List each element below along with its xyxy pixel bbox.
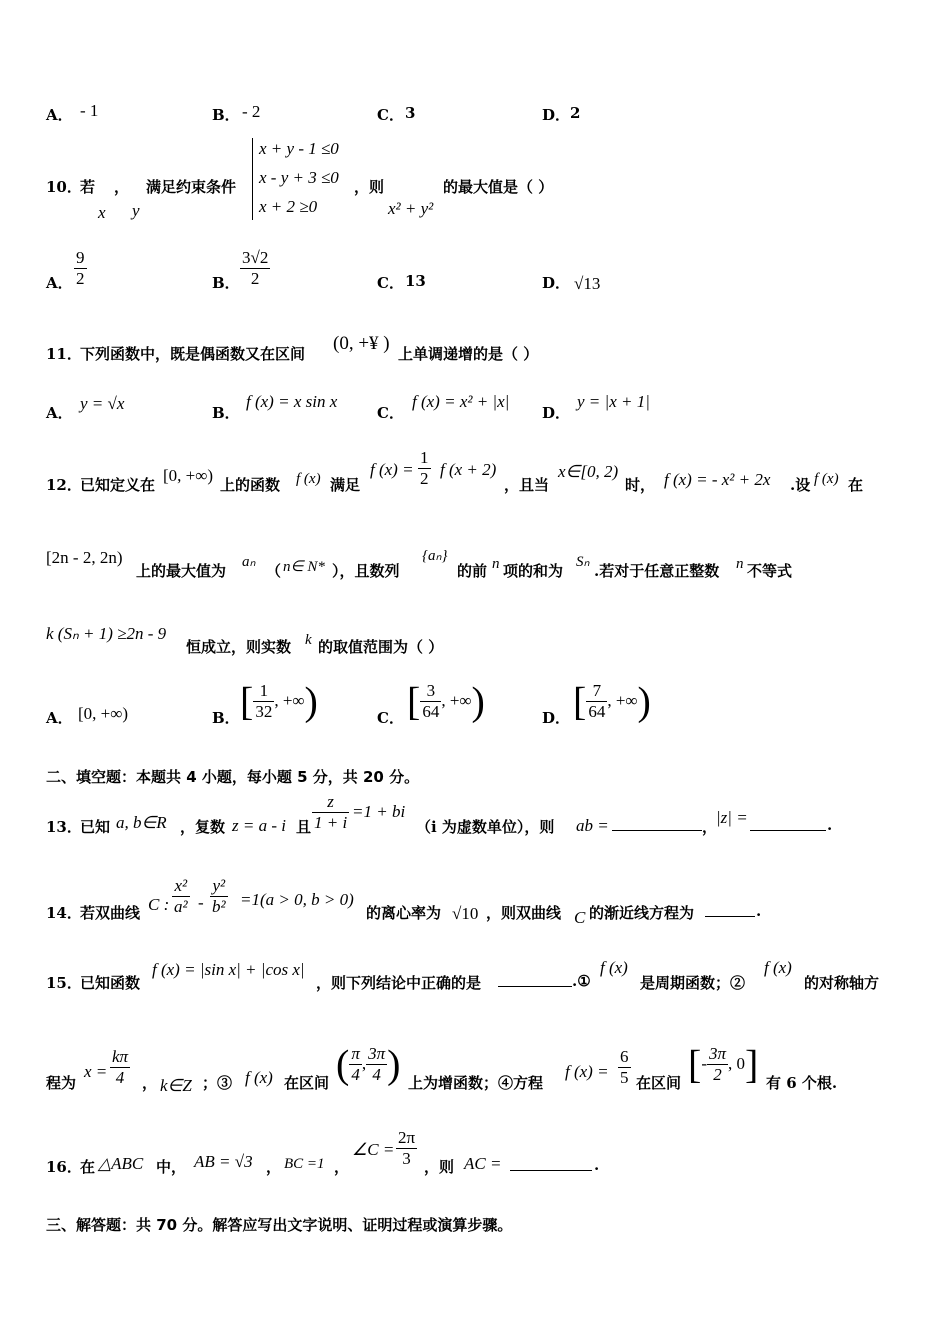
q15-fx-2: f (x) [764,958,792,977]
q9-option-a-value: - 1 [80,101,99,120]
q10-option-a-fraction: $\frac{9}{2}$ [76,248,85,288]
q16-text-4: ， [334,1158,350,1176]
q9-option-c-value: 3 [405,104,416,122]
q11-option-b-value: f (x) = x sin x [246,392,338,411]
q11-interval: (0, +¥ ) [333,333,390,354]
q13-number: 13． [46,818,82,836]
q9-option-a-label: A． [46,106,73,124]
q11-option-c-label: C． [377,404,404,422]
q12-n-1: n [492,556,500,572]
q10-option-d-label: D． [542,274,571,292]
q16-text-1: 在 [80,1158,96,1176]
q14-text-3: ，则双曲线 [486,904,562,922]
q12-option-d-label: D． [542,709,571,727]
q15-f-equals: f (x) = [565,1062,609,1081]
q14-text-1: 若双曲线 [80,904,141,922]
q10-option-b-label: B． [212,274,240,292]
q13-text-6: . [827,816,833,834]
q12-text-10: ），且数列 [332,562,400,580]
q15-text-10: 上为增函数；④方程 [408,1074,544,1092]
q15-number: 15． [46,974,82,992]
q10-constraint-brace [252,138,253,220]
q15-x-equals: x = [84,1062,108,1081]
q12-text-11: 的前 [457,562,488,580]
q14-text-2: 的离心率为 [366,904,442,922]
q16-angle-C: ∠C = [352,1140,395,1159]
q12-n-in-N: n∈ N* [283,559,325,575]
q10-constraint-3: x + 2 ≥0 [259,197,318,216]
q10-var-y: y [132,201,140,220]
q12-interval: [2n - 2, 2n) [46,548,123,567]
q14-number: 14． [46,904,82,922]
q15-text-1: 已知函数 [80,974,141,992]
q12-text-2: 上的函数 [220,476,281,494]
q12-eq1-right: f (x + 2) [440,460,497,479]
q13-text-4: （i 为虚数单位），则 [416,818,555,836]
q15-f-definition: f (x) = |sin x| + |cos x| [152,960,305,979]
q14-C-label: C : [148,895,170,914]
q10-constraint-1: x + y - 1 ≤0 [259,139,339,158]
q16-blank[interactable] [510,1156,592,1171]
q13-text-5: ， [702,818,718,836]
q16-AC: AC = [464,1154,502,1173]
q14-eccentricity: √10 [452,904,479,923]
q15-six-fifths: $\frac{6}{5}$ [620,1047,629,1087]
q10-text-2: ， [114,178,130,196]
q13-blank-1[interactable] [612,816,702,831]
q16-text-6: . [594,1156,600,1174]
q13-text-2: ，复数 [180,818,226,836]
q12-number: 12． [46,476,82,494]
q9-option-c-label: C． [377,106,404,124]
q16-text-5: ，则 [424,1158,455,1176]
q12-text-9: （ [266,562,282,580]
q12-text-14: 不等式 [747,562,793,580]
q14-minus: - [198,893,204,912]
q16-text-2: 中， [156,1158,187,1176]
q13-z-def: z = a - i [232,816,286,835]
q15-text-8: ；③ [202,1074,233,1092]
q13-blank-2[interactable] [750,816,826,831]
q12-domain: [0, +∞) [163,466,214,485]
q10-var-x: x [98,203,106,222]
q15-fx-1: f (x) [600,958,628,977]
q12-n-2: n [736,556,744,572]
q11-option-d-value: y = |x + 1| [577,392,650,411]
q16-BC: BC =1 [284,1156,325,1172]
q15-text-12: 有 6 个根. [766,1074,838,1092]
q13-text-1: 已知 [80,818,111,836]
q12-text-12: 项的和为 [503,562,564,580]
q12-text-13: .若对于任意正整数 [594,562,720,580]
q12-text-1: 已知定义在 [80,476,156,494]
q16-angle-fraction: $\frac{2\pi}{3}$ [398,1128,416,1168]
q12-condition: x∈[0, 2) [558,462,619,481]
q12-k: k [305,632,312,648]
q10-text-4: ，则 [354,178,385,196]
q10-text-1: 若 [80,178,96,196]
q9-option-d-label: D． [542,106,571,124]
q15-text-5: 的对称轴方 [804,974,880,992]
q15-text-2: ，则下列结论中正确的是 [316,974,482,992]
q15-k-in-Z: k∈Z [160,1076,192,1095]
q13-fraction: $\frac{z}{1 + i}$ [314,792,348,832]
q14-blank[interactable] [705,902,755,917]
q10-option-d-value: √13 [574,274,601,293]
q12-text-3: 满足 [330,476,361,494]
q11-option-a-value: y = √x [80,394,125,413]
q15-text-11: 在区间 [636,1074,682,1092]
q13-ab-query: ab = [576,816,609,835]
q12-eq2: f (x) = - x² + 2x [664,470,771,489]
q12-option-c-value: [ $\frac{3}{64}$ , +∞) [407,678,485,724]
q14-text-4: 的渐近线方程为 [589,904,695,922]
q11-option-d-label: D． [542,404,571,422]
q12-text-15: 恒成立，则实数 [186,638,292,656]
q16-number: 16． [46,1158,82,1176]
q9-option-d-value: 2 [570,104,581,122]
q16-AB: AB = √3 [194,1152,253,1171]
q11-option-c-value: f (x) = x² + |x| [412,392,510,411]
q12-text-5: 时， [625,476,656,494]
q10-target: x² + y² [388,199,434,218]
q12-half-fraction: $\frac{1}{2}$ [420,448,429,488]
q15-blank[interactable] [498,972,572,987]
q16-text-3: ， [266,1158,282,1176]
q12-option-c-label: C． [377,709,404,727]
q12-sequence: {aₙ} [422,548,448,564]
q12-option-b-value: [ $\frac{1}{32}$ , +∞) [240,678,318,724]
q10-option-c-value: 13 [405,272,426,290]
q12-option-a-value: [0, +∞) [78,704,129,723]
q12-option-b-label: B． [212,709,240,727]
q15-text-7: ， [142,1074,158,1092]
q14-x2-a2-fraction: $\frac{\text{x²}}{\text{a²}}$ [174,876,188,916]
q14-text-5: . [756,902,762,920]
q11-option-b-label: B． [212,404,240,422]
q16-triangle: △ABC [98,1154,144,1173]
q15-text-4: 是周期函数；② [640,974,746,992]
q13-ab-in-R: a, b∈R [116,813,167,832]
q11-text-1: 下列函数中，既是偶函数又在区间 [80,345,306,363]
q13-equation: =1 + bi [352,802,406,821]
q15-text-9: 在区间 [284,1074,330,1092]
q12-Sn: Sₙ [576,554,590,570]
q10-option-a-label: A． [46,274,73,292]
q12-fx-1: f (x) [296,471,321,487]
q11-text-2: 上单调递增的是（ ） [398,345,539,363]
section-3-heading: 三、解答题：共 70 分。解答应写出文字说明、证明过程或演算步骤。 [46,1216,513,1234]
q13-text-3: 且 [296,818,312,836]
q15-kpi-fraction: $\frac{k\pi}{4}$ [112,1047,129,1087]
q12-an: aₙ [242,554,256,570]
q14-y2-b2-fraction: $\frac{\text{y²}}{\text{b²}}$ [212,876,226,916]
q12-option-d-value: [ $\frac{7}{64}$ , +∞) [573,678,651,724]
q10-number: 10． [46,178,82,196]
q10-option-c-label: C． [377,274,404,292]
q10-text-3: 满足约束条件 [146,178,237,196]
q15-interval-1: ( $\frac{\pi}{4}$ , $\frac{3\pi}{4}$ ) [336,1041,401,1087]
q12-text-6: .设 [790,476,811,494]
section-2-heading: 二、填空题：本题共 4 小题，每小题 5 分，共 20 分。 [46,768,420,786]
q10-constraint-2: x - y + 3 ≤0 [259,168,339,187]
q11-option-a-label: A． [46,404,73,422]
q12-text-8: 上的最大值为 [136,562,227,580]
q10-text-5: 的最大值是（ ） [443,178,554,196]
q9-option-b-value: - 2 [242,102,261,121]
q12-fx-2: f (x) [814,471,839,487]
q13-abs-z: |z| = [716,808,748,827]
q15-text-6: 程为 [46,1074,77,1092]
q12-text-7: 在 [848,476,864,494]
q12-option-a-label: A． [46,709,73,727]
q9-option-b-label: B． [212,106,240,124]
q12-text-16: 的取值范围为（ ） [318,638,444,656]
q15-fx-3: f (x) [245,1068,273,1087]
q12-text-4: ，且当 [504,476,550,494]
q12-inequality: k (Sₙ + 1) ≥2n - 9 [46,624,167,643]
q15-text-3: .① [572,972,591,990]
q15-interval-2: [- $\frac{3\pi}{2}$ , 0] [688,1041,759,1087]
q11-number: 11． [46,345,82,363]
q14-C: C [574,908,586,927]
q10-option-b-fraction: $\frac{3√2}{2}$ [242,248,269,288]
q12-eq1-left: f (x) = [370,460,414,479]
q14-equation: =1(a > 0, b > 0) [240,890,354,909]
